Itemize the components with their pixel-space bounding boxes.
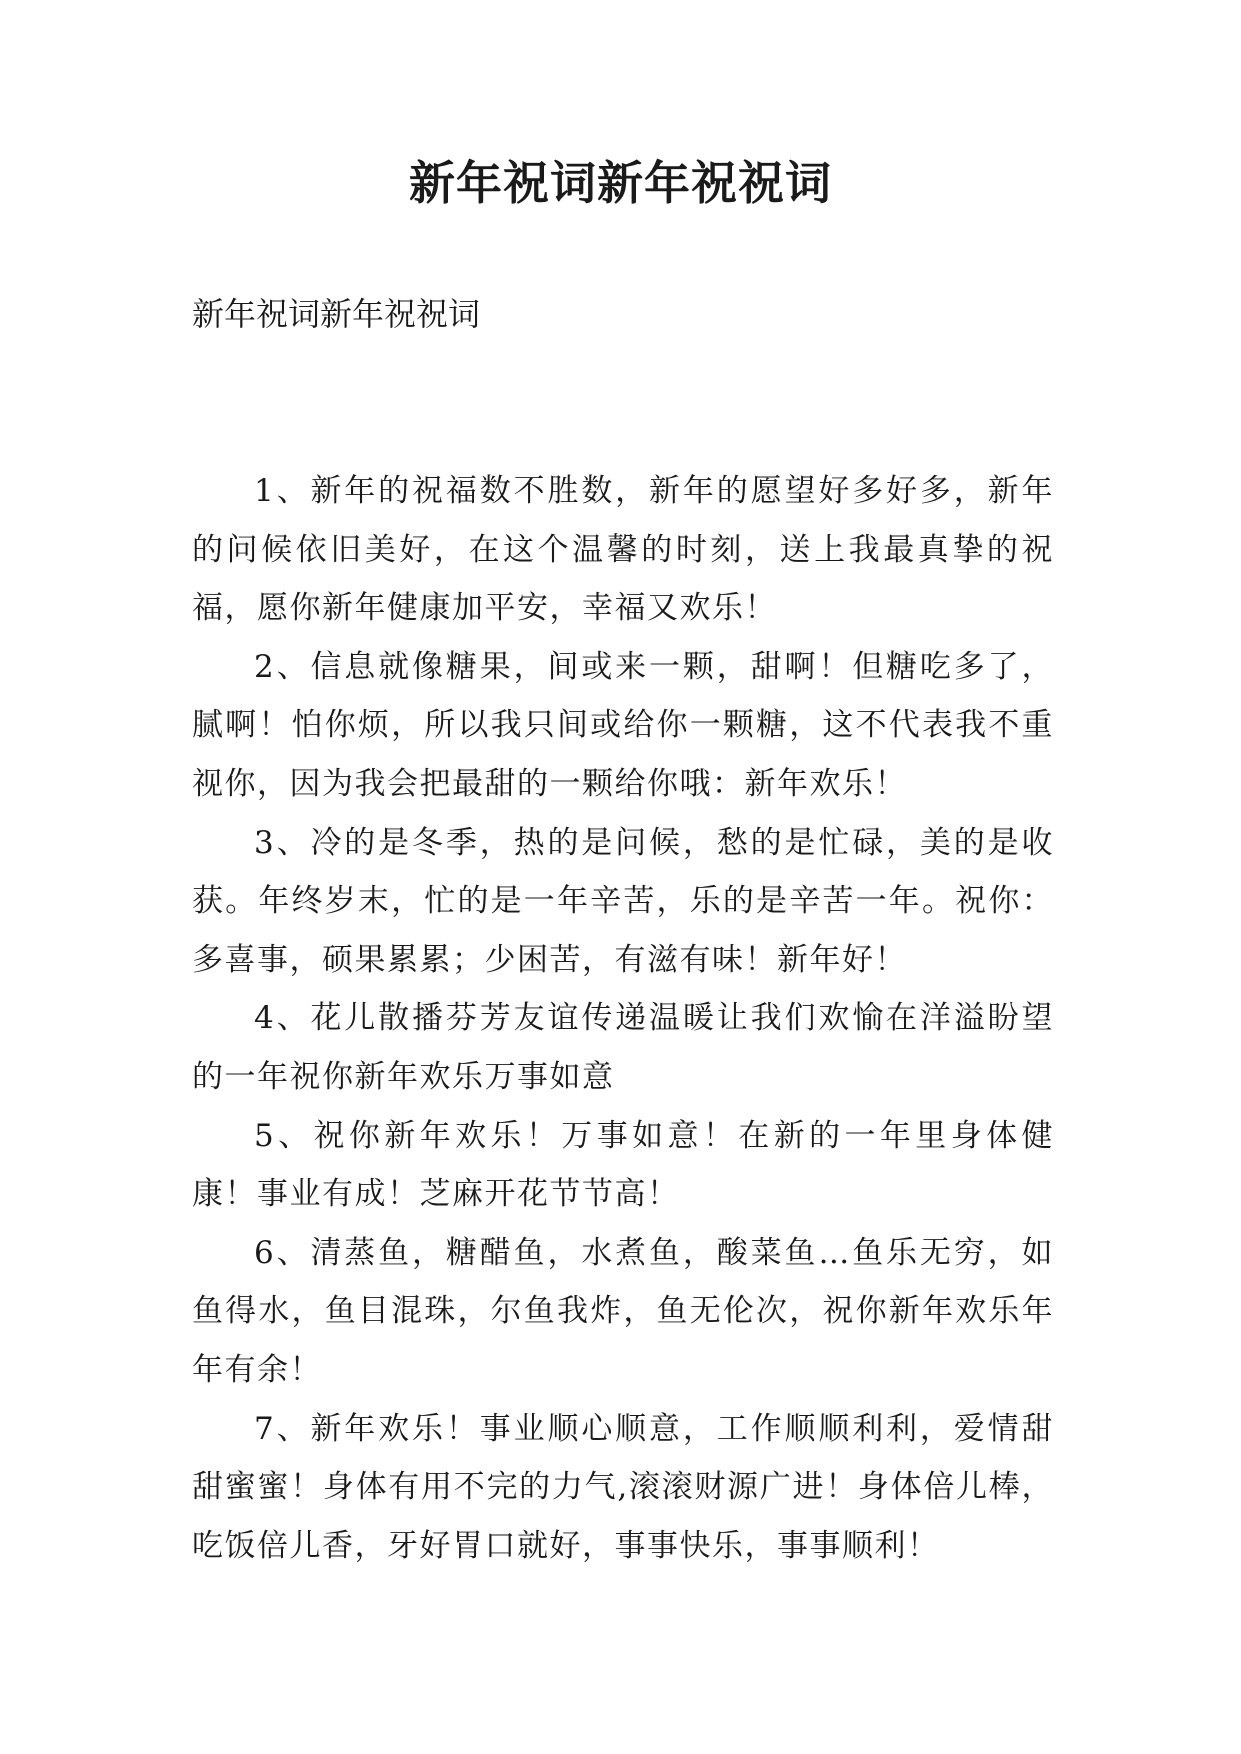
document-title: 新年祝词新年祝祝词 <box>409 156 832 210</box>
paragraph-7: 7、新年欢乐！事业顺心顺意，工作顺顺利利，爱情甜甜蜜蜜！身体有用不完的力气,滚滚财源广进！身体倍儿棒，吃饭倍儿香，牙好胃口就好，事事快乐，事事顺利！ <box>192 1410 1054 1564</box>
document-body <box>192 462 1054 1575</box>
paragraph-2: 2、信息就像糖果，间或来一颗，甜啊！但糖吃多了，腻啊！怕你烦，所以我只间或给你一颗糖，这不代表我不重视你，因为我会把最甜的一颗给你哦：新年欢乐！ <box>192 648 1054 802</box>
paragraph-1: 1、新年的祝福数不胜数，新年的愿望好多好多，新年的问候依旧美好，在这个温馨的时刻，送上我最真挚的祝福，愿你新年健康加平安，幸福又欢乐！ <box>192 473 1054 627</box>
paragraph-6: 6、清蒸鱼，糖醋鱼，水煮鱼，酸菜鱼…鱼乐无穷，如鱼得水，鱼目混珠，尔鱼我炸，鱼无伦次，祝你新年欢乐年年有余！ <box>192 1234 1054 1388</box>
document-subtitle: 新年祝词新年祝祝词 <box>192 295 481 333</box>
paragraph-3: 3、冷的是冬季，热的是问候，愁的是忙碌，美的是收获。年终岁末，忙的是一年辛苦，乐的是辛苦一年。祝你：多喜事，硕果累累；少困苦，有滋有味！新年好！ <box>192 824 1054 978</box>
paragraph-5: 5、祝你新年欢乐！万事如意！在新的一年里身体健康！事业有成！芝麻开花节节高！ <box>192 1117 1054 1213</box>
paragraph-4: 4、花儿散播芬芳友谊传递温暖让我们欢愉在洋溢盼望的一年祝你新年欢乐万事如意 <box>192 1000 1054 1095</box>
